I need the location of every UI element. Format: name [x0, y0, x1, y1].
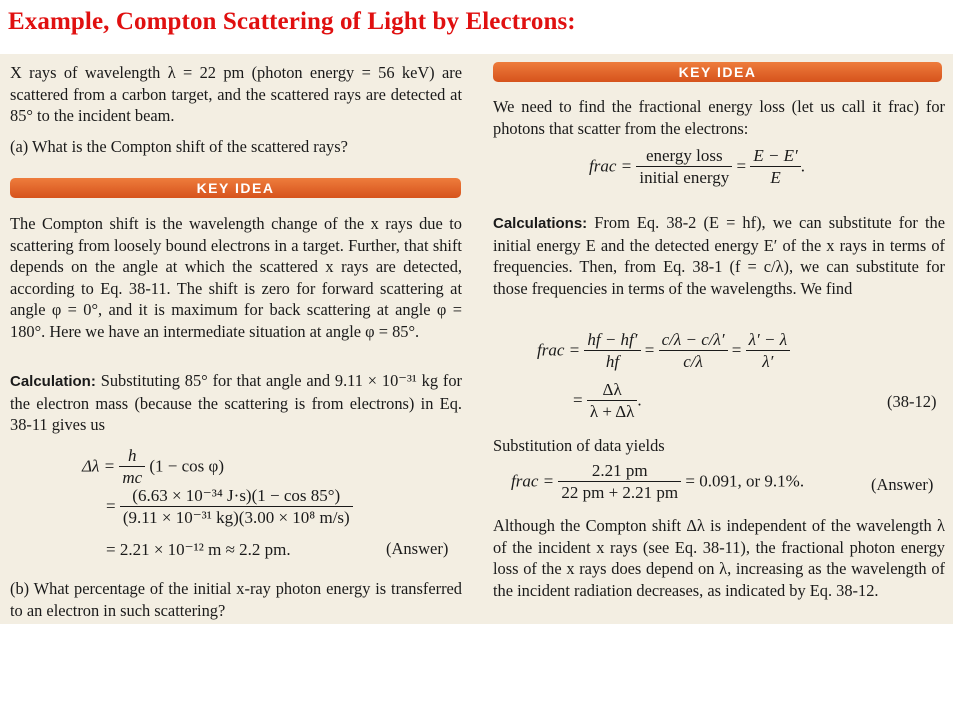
closing-paragraph: Although the Compton shift Δλ is independent of the wavelength λ of the incident x rays (see Eq. 38-11), the fractional photon energy loss of the x rays does depend on λ, increasing as the wavelength of the incident radiation decreases, as indicated by Eq. 38-12.: [493, 516, 945, 600]
key-idea-banner-right: KEY IDEA: [493, 62, 942, 82]
eq-a-den-1: hf: [605, 352, 620, 371]
eq-c-den: 22 pm + 2.21 pm: [561, 483, 679, 502]
answer-label-b: (Answer): [871, 475, 934, 494]
equation-frac-numeric: [511, 461, 804, 504]
eq1-denominator: mc: [122, 468, 143, 487]
eq2-denominator: (9.11 × 10⁻³¹ kg)(3.00 × 10⁸ m/s): [122, 508, 350, 527]
eq2-fraction: [120, 486, 353, 529]
calculations-text-right: From Eq. 38-2 (E = hf), we can substitute for the initial energy E and the detected energy E′ of the x rays in terms of frequencies. Then, from Eq. 38-1 (f = c/λ), we can substitute for those frequencies in terms of the wavelengths. We find: [493, 213, 945, 298]
eq-c-num: 2.21 pm: [558, 461, 681, 482]
eq-b-fraction: [587, 380, 638, 423]
eq-b-period: .: [637, 390, 642, 410]
frac-def-period: .: [800, 156, 806, 176]
frac-def-num-1: energy loss: [636, 146, 732, 167]
eq-a-num-1: hf − hf′: [584, 330, 640, 351]
substitution-text: Substitution of data yields: [493, 436, 665, 455]
eq1-numerator: h: [119, 446, 145, 467]
textbook-page: [0, 54, 953, 624]
title-colon: :: [567, 8, 576, 35]
equation-frac-definition: [589, 146, 805, 189]
frac-def-fraction-2: [750, 146, 800, 189]
eq1-rhs: (1 − cos φ): [149, 456, 225, 476]
eq-b-num: Δλ: [587, 380, 638, 401]
frac-def-den-2: E: [770, 168, 781, 187]
frac-def-equals: =: [736, 156, 747, 176]
eq-a-num-3: λ′ − λ: [746, 330, 790, 351]
equation-result-a: = 2.21 × 10⁻¹² m ≈ 2.2 pm.: [106, 540, 291, 559]
frac-def-fraction-1: [636, 146, 732, 189]
eq-a-fraction-3: [746, 330, 790, 373]
frac-def-num-2: E − E′: [750, 146, 800, 167]
eq-c-fraction: [558, 461, 681, 504]
eq-b-equals: =: [573, 390, 583, 410]
eq-a-equals-1: =: [644, 340, 655, 360]
equation-frac-wavelength: [537, 330, 790, 373]
eq-c-lhs: frac =: [511, 471, 555, 491]
eq-a-lhs: frac =: [537, 340, 581, 360]
calculation-paragraph-left: [10, 370, 462, 436]
eq2-equals: =: [106, 496, 116, 516]
equation-compton-shift: [82, 446, 224, 489]
eq-a-fraction-2: [659, 330, 728, 373]
calculations-lead-right: Calculations:: [493, 215, 588, 232]
eq-a-den-3: λ′: [762, 352, 774, 371]
eq-a-fraction-1: [584, 330, 640, 373]
eq-b-den: λ + Δλ: [589, 402, 635, 421]
eq1-lhs: Δλ =: [82, 456, 116, 476]
key-idea-text-left: The Compton shift is the wavelength change of the x rays due to scattering from loosely bound electrons in a target. Further, that shift depends on the angle at which the scattered x rays are detected, according to Eq. 38-11. The shift is zero for forward scattering at angle φ = 0°, and it is maximum for back scattering at angle φ = 180°. Here we have an intermediate situation at angle φ = 85°.: [10, 214, 462, 341]
eq-a-den-2: c/λ: [683, 352, 703, 371]
eq-a-num-2: c/λ − c/λ′: [659, 330, 728, 351]
title-text: Example, Compton Scattering of Light by Electrons: [8, 8, 568, 35]
key-idea-text-right: We need to find the fractional energy loss (let us call it frac) for photons that scatter from the electrons:: [493, 97, 945, 138]
calculation-lead-left: Calculation:: [10, 373, 96, 390]
calculation-text-left: Substituting 85° for that angle and 9.11 × 10⁻³¹ kg for the electron mass (because the scattering is from electrons) in Eq. 38-11 gives us: [10, 371, 462, 434]
calculations-paragraph-right: [493, 212, 945, 299]
eq-a-equals-2: =: [731, 340, 742, 360]
equation-number-38-12: (38-12): [887, 392, 937, 411]
frac-def-lhs: frac =: [589, 156, 633, 176]
answer-label-a: (Answer): [386, 539, 449, 558]
equation-38-12: [573, 380, 642, 423]
problem-intro: X rays of wavelength λ = 22 pm (photon energy = 56 keV) are scattered from a carbon target, and the scattered rays are detected at 85° to the incident beam.: [10, 63, 462, 125]
slide-title: [8, 8, 576, 36]
question-a: (a) What is the Compton shift of the scattered rays?: [10, 137, 348, 156]
key-idea-banner-left: KEY IDEA: [10, 178, 461, 198]
eq2-numerator: (6.63 × 10⁻³⁴ J·s)(1 − cos 85°): [120, 486, 353, 507]
equation-substitution: [106, 486, 353, 529]
eq1-fraction: [119, 446, 145, 489]
question-b: (b) What percentage of the initial x-ray photon energy is transferred to an electron in such scattering?: [10, 579, 462, 620]
frac-def-den-1: initial energy: [639, 168, 730, 187]
eq-c-rhs: = 0.091, or 9.1%.: [685, 471, 805, 491]
